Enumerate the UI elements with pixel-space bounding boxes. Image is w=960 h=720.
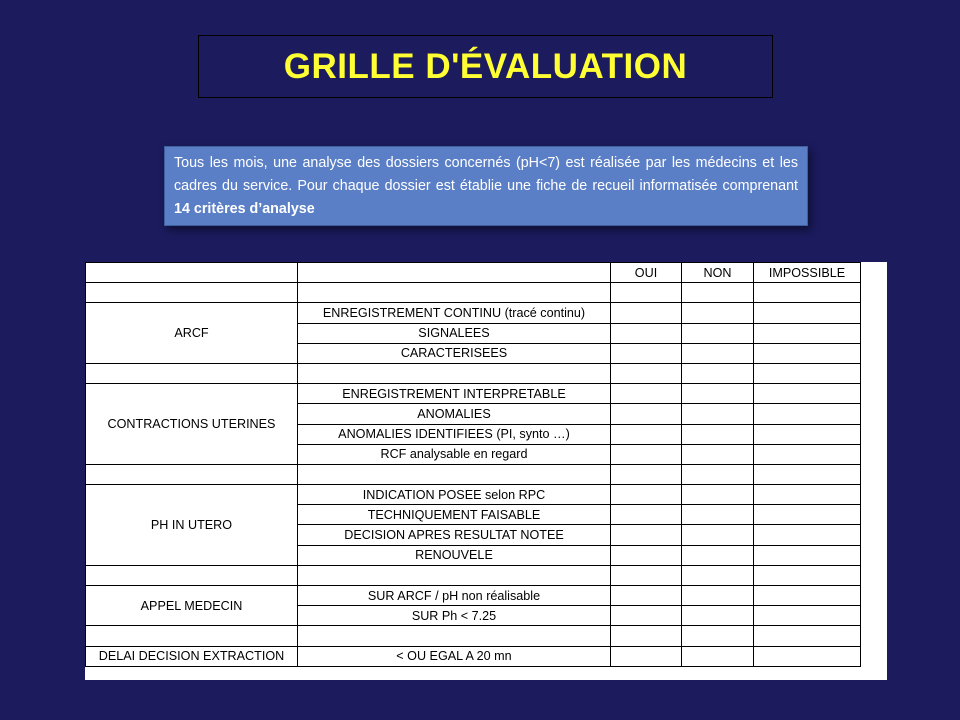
answer-cell-non[interactable] (682, 444, 754, 464)
criterion-label: TECHNIQUEMENT FAISABLE (298, 505, 611, 525)
answer-cell-oui[interactable] (611, 303, 682, 323)
spacer-row (86, 464, 861, 484)
empty-cell (754, 363, 861, 383)
group-label: ARCF (86, 303, 298, 364)
empty-cell (754, 464, 861, 484)
answer-cell-non[interactable] (682, 424, 754, 444)
criterion-label: RCF analysable en regard (298, 444, 611, 464)
answer-cell-impossible[interactable] (754, 424, 861, 444)
empty-cell (682, 363, 754, 383)
answer-cell-impossible[interactable] (754, 343, 861, 363)
answer-cell-oui[interactable] (611, 646, 682, 666)
answer-cell-impossible[interactable] (754, 404, 861, 424)
empty-cell (86, 464, 298, 484)
criterion-label: INDICATION POSEE selon RPC (298, 485, 611, 505)
answer-cell-impossible[interactable] (754, 586, 861, 606)
answer-cell-oui[interactable] (611, 323, 682, 343)
answer-cell-non[interactable] (682, 303, 754, 323)
answer-cell-impossible[interactable] (754, 384, 861, 404)
empty-cell (298, 283, 611, 303)
answer-cell-non[interactable] (682, 525, 754, 545)
answer-cell-oui[interactable] (611, 444, 682, 464)
intro-textbox (164, 146, 808, 226)
empty-cell (298, 464, 611, 484)
spacer-row (86, 626, 861, 646)
answer-cell-non[interactable] (682, 646, 754, 666)
empty-cell (682, 565, 754, 585)
empty-cell (86, 283, 298, 303)
answer-cell-non[interactable] (682, 545, 754, 565)
answer-cell-impossible[interactable] (754, 485, 861, 505)
group-label: DELAI DECISION EXTRACTION (86, 646, 298, 666)
empty-cell (754, 626, 861, 646)
answer-cell-impossible[interactable] (754, 323, 861, 343)
answer-cell-non[interactable] (682, 606, 754, 626)
criterion-label: DECISION APRES RESULTAT NOTEE (298, 525, 611, 545)
answer-cell-oui[interactable] (611, 343, 682, 363)
answer-cell-impossible[interactable] (754, 606, 861, 626)
empty-cell (754, 283, 861, 303)
slide-title: GRILLE D'ÉVALUATION (283, 46, 688, 86)
answer-cell-impossible[interactable] (754, 646, 861, 666)
answer-cell-non[interactable] (682, 404, 754, 424)
answer-cell-non[interactable] (682, 485, 754, 505)
answer-cell-oui[interactable] (611, 404, 682, 424)
column-header: NON (682, 263, 754, 283)
answer-cell-oui[interactable] (611, 384, 682, 404)
answer-cell-non[interactable] (682, 505, 754, 525)
title-box (198, 35, 773, 98)
empty-cell (682, 464, 754, 484)
criterion-label: SUR Ph < 7.25 (298, 606, 611, 626)
group-label: PH IN UTERO (86, 485, 298, 566)
criterion-label: ENREGISTREMENT CONTINU (tracé continu) (298, 303, 611, 323)
empty-cell (611, 363, 682, 383)
answer-cell-oui[interactable] (611, 525, 682, 545)
empty-cell (611, 464, 682, 484)
empty-cell (298, 565, 611, 585)
empty-cell (86, 363, 298, 383)
empty-cell (86, 263, 298, 283)
criterion-row (86, 384, 861, 404)
empty-cell (754, 565, 861, 585)
answer-cell-impossible[interactable] (754, 545, 861, 565)
criterion-row (86, 303, 861, 323)
empty-cell (86, 565, 298, 585)
empty-cell (611, 626, 682, 646)
answer-cell-oui[interactable] (611, 586, 682, 606)
empty-cell (298, 263, 611, 283)
spacer-row (86, 363, 861, 383)
empty-cell (611, 283, 682, 303)
column-header: IMPOSSIBLE (754, 263, 861, 283)
criterion-label: CARACTERISEES (298, 343, 611, 363)
empty-cell (86, 626, 298, 646)
criterion-row (86, 586, 861, 606)
criterion-label: SUR ARCF / pH non réalisable (298, 586, 611, 606)
answer-cell-non[interactable] (682, 586, 754, 606)
empty-cell (682, 283, 754, 303)
spacer-row (86, 283, 861, 303)
intro-text-bold: 14 critères d’analyse (174, 201, 315, 217)
criterion-label: ANOMALIES IDENTIFIEES (PI, synto …) (298, 424, 611, 444)
answer-cell-impossible[interactable] (754, 303, 861, 323)
answer-cell-impossible[interactable] (754, 444, 861, 464)
answer-cell-non[interactable] (682, 323, 754, 343)
criterion-label: < OU EGAL A 20 mn (298, 646, 611, 666)
answer-cell-oui[interactable] (611, 545, 682, 565)
group-label: CONTRACTIONS UTERINES (86, 384, 298, 465)
evaluation-sheet (85, 262, 887, 680)
criterion-row (86, 485, 861, 505)
answer-cell-impossible[interactable] (754, 505, 861, 525)
column-header: OUI (611, 263, 682, 283)
answer-cell-oui[interactable] (611, 485, 682, 505)
group-label: APPEL MEDECIN (86, 586, 298, 626)
header-row (86, 263, 861, 283)
empty-cell (298, 363, 611, 383)
criterion-label: ANOMALIES (298, 404, 611, 424)
empty-cell (298, 626, 611, 646)
criterion-row (86, 646, 861, 666)
empty-cell (611, 565, 682, 585)
answer-cell-oui[interactable] (611, 424, 682, 444)
answer-cell-oui[interactable] (611, 606, 682, 626)
intro-text: Tous les mois, une analyse des dossiers concernés (pH<7) est réalisée par les médecins et les cadres du service. Pour chaque dossier est établie une fiche de recueil informatisée comprenant (174, 155, 798, 194)
answer-cell-non[interactable] (682, 343, 754, 363)
empty-cell (682, 626, 754, 646)
spacer-row (86, 565, 861, 585)
answer-cell-oui[interactable] (611, 505, 682, 525)
answer-cell-non[interactable] (682, 384, 754, 404)
criterion-label: ENREGISTREMENT INTERPRETABLE (298, 384, 611, 404)
criterion-label: SIGNALEES (298, 323, 611, 343)
evaluation-table (85, 262, 861, 667)
criterion-label: RENOUVELE (298, 545, 611, 565)
answer-cell-impossible[interactable] (754, 525, 861, 545)
